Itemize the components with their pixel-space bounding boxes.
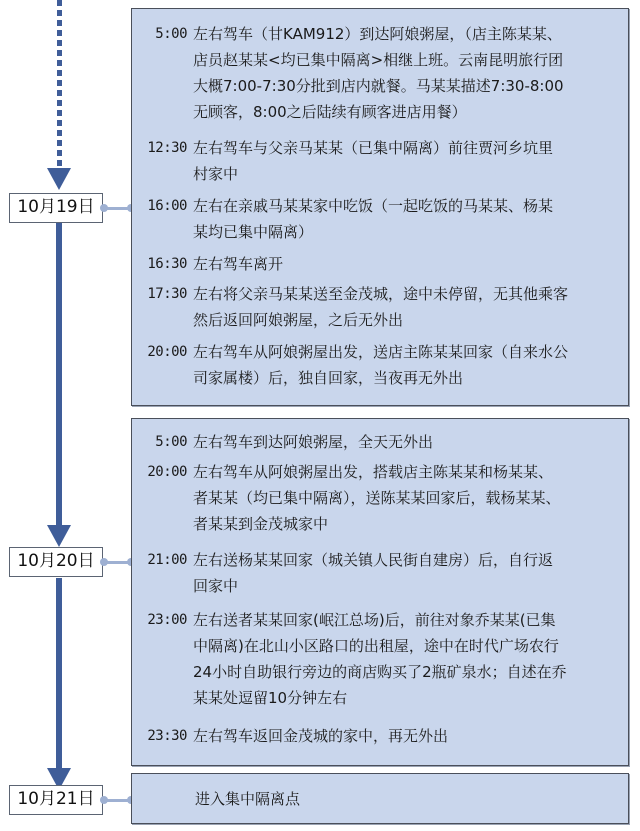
date-label-oct21: 10月21日 <box>9 785 103 815</box>
event-line: 村家中 <box>193 165 239 183</box>
connector-dot <box>100 204 108 212</box>
event-description <box>193 251 623 277</box>
event-description <box>193 607 623 711</box>
event-description <box>193 281 623 333</box>
event-line: 司家属楼）后，独自回家，当夜再无外出 <box>193 369 464 387</box>
event-line: 左右驾车到达阿娘粥屋，全天无外出 <box>193 433 434 451</box>
event-time: 5:00 <box>155 434 187 450</box>
event-description <box>193 547 623 599</box>
event-line: 者某某到金茂城家中 <box>193 515 329 533</box>
event-time: 17:30 <box>147 286 187 302</box>
event-line: 某均已集中隔离） <box>193 223 314 241</box>
event-time: 16:30 <box>147 256 187 272</box>
connector-dot <box>100 796 108 804</box>
event-time: 23:00 <box>147 612 187 628</box>
arrow-down-icon <box>47 525 71 547</box>
events-box-oct19 <box>131 8 629 406</box>
event-line: 左右驾车返回金茂城的家中，再无外出 <box>193 727 449 745</box>
event-line: 左右驾车从阿娘粥屋出发，搭载店主陈某某和杨某某、 <box>193 463 554 481</box>
event-time: 16:00 <box>147 198 187 214</box>
event-line: 店员赵某某<均已集中隔离>相继上班。云南昆明旅行团 <box>193 51 564 69</box>
event-line: 某某处逗留10分钟左右 <box>193 689 348 707</box>
event-line: 无顾客，8:00之后陆续有顾客进店用餐） <box>193 103 467 121</box>
event-time: 12:30 <box>147 140 187 156</box>
event-line: 然后返回阿娘粥屋，之后无外出 <box>193 311 404 329</box>
event-description <box>193 429 623 455</box>
event-description <box>193 135 623 187</box>
event-time: 5:00 <box>155 26 187 42</box>
event-line: 进入集中隔离点 <box>195 790 301 808</box>
event-time: 20:00 <box>147 344 187 360</box>
date-label-oct19: 10月19日 <box>9 193 103 223</box>
event-description <box>193 339 623 391</box>
event-time: 21:00 <box>147 552 187 568</box>
event-line: 左右在亲戚马某某家中吃饭（一起吃饭的马某某、杨某 <box>193 197 554 215</box>
event-time: 20:00 <box>147 464 187 480</box>
event-line: 左右驾车从阿娘粥屋出发，送店主陈某某回家（自来水公 <box>193 343 569 361</box>
events-box-oct20 <box>131 418 629 766</box>
timeline-line <box>56 578 62 776</box>
events-box-oct21 <box>131 773 629 824</box>
event-line: 左右将父亲马某某送至金茂城，途中未停留，无其他乘客 <box>193 285 569 303</box>
event-line: 左右送杨某某回家（城关镇人民街自建房）后，自行返 <box>193 551 554 569</box>
arrow-down-icon <box>47 168 71 190</box>
event-description <box>193 459 623 537</box>
event-line: 左右驾车与父亲马某某（已集中隔离）前往贾河乡坑里 <box>193 139 554 157</box>
event-description <box>193 21 623 125</box>
event-description <box>193 723 623 749</box>
event-line: 左右驾车离开 <box>193 255 284 273</box>
event-description <box>193 193 623 245</box>
connector-dot <box>100 558 108 566</box>
event-line: 左右送者某某回家(岷江总场)后，前往对象乔某某(已集 <box>193 611 556 629</box>
event-line: 者某某（均已集中隔离），送陈某某回家后，载杨某某、 <box>193 489 561 507</box>
event-description <box>195 786 625 812</box>
event-line: 回家中 <box>193 577 239 595</box>
event-line: 24小时自助银行旁边的商店购买了2瓶矿泉水；自述在乔 <box>193 663 567 681</box>
event-line: 中隔离)在北山小区路口的出租屋，途中在时代广场农行 <box>193 637 559 655</box>
event-time: 23:30 <box>147 728 187 744</box>
timeline-line <box>56 222 62 532</box>
event-line: 左右驾车（甘KAM912）到达阿娘粥屋，（店主陈某某、 <box>193 25 562 43</box>
date-label-oct20: 10月20日 <box>9 547 103 577</box>
event-line: 大概7:00-7:30分批到店内就餐。马某某描述7:30-8:00 <box>193 77 564 95</box>
